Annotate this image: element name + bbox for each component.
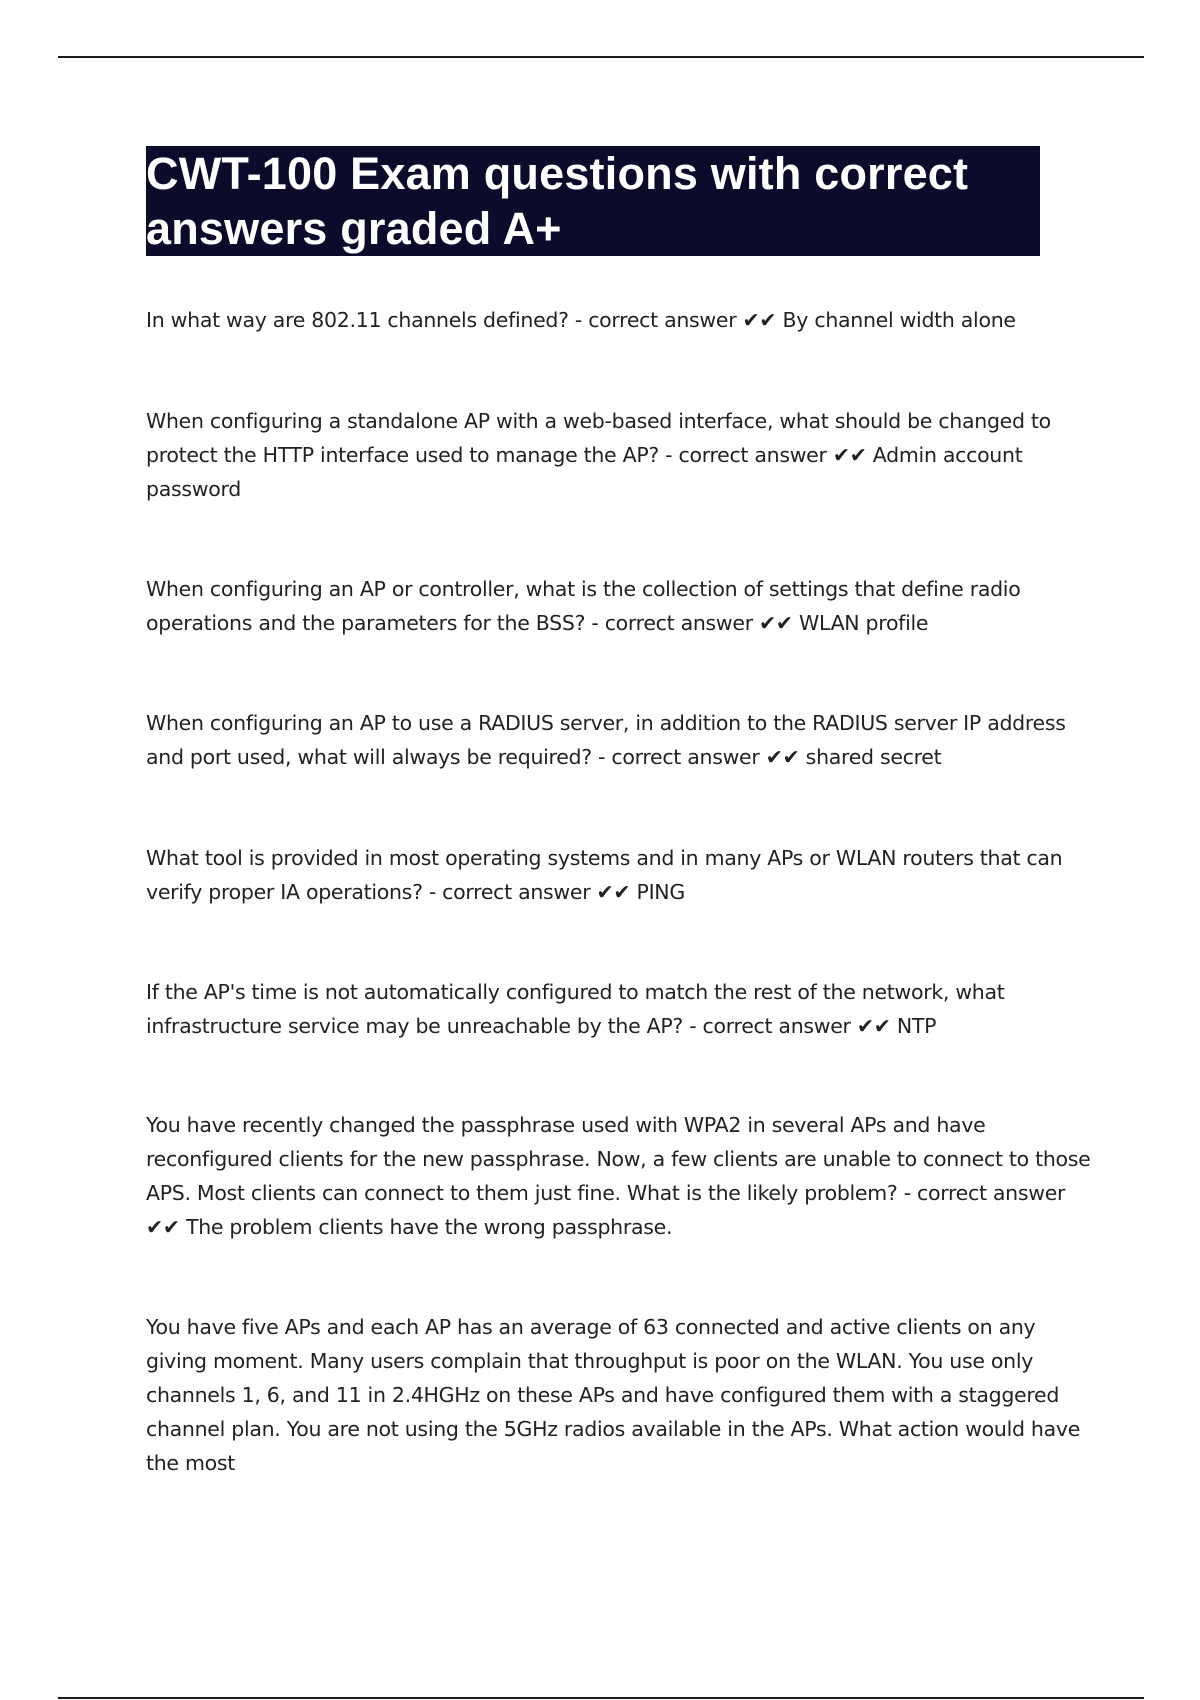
qa-item-6: If the AP's time is not automatically configured to match the rest of the network, what infrastructure service may be unreachable by the AP? - correct answer ✔✔ NTP: [146, 980, 1005, 1038]
qa-item-3: When configuring an AP or controller, what is the collection of settings that define radio operations and the parameters for the BSS? - correct answer ✔✔ WLAN profile: [146, 577, 1021, 635]
qa-item-8: You have five APs and each AP has an average of 63 connected and active clients on any giving moment. Many users complain that throughput is poor on the WLAN. You use only channels 1, 6, and 11 in 2.4HGHz on these APs and have configured them with a staggered channel plan. You are not using the 5GHz radios available in the APs. What action would have the most: [146, 1315, 1081, 1475]
qa-item-5: What tool is provided in most operating systems and in many APs or WLAN routers that can verify proper IA operations? - correct answer ✔✔ PING: [146, 846, 1063, 904]
qa-item-1: In what way are 802.11 channels defined? - correct answer ✔✔ By channel width alone: [146, 308, 1016, 332]
document-title: CWT-100 Exam questions with correct answers graded A+: [146, 146, 1040, 256]
qa-item-4: When configuring an AP to use a RADIUS server, in addition to the RADIUS server IP address and port used, what will always be required? - correct answer ✔✔ shared secret: [146, 711, 1066, 769]
header-rule: [58, 56, 1144, 58]
qa-item-7: You have recently changed the passphrase used with WPA2 in several APs and have reconfigured clients for the new passphrase. Now, a few clients are unable to connect to those APS. Most clients can connect to them just fine. What is the likely problem? - correct answer ✔✔ The problem clients have the wrong passphrase.: [146, 1113, 1091, 1239]
qa-item-2: When configuring a standalone AP with a web-based interface, what should be changed to protect the HTTP interface used to manage the AP? - correct answer ✔✔ Admin account password: [146, 409, 1051, 501]
footer-rule: [58, 1697, 1144, 1699]
